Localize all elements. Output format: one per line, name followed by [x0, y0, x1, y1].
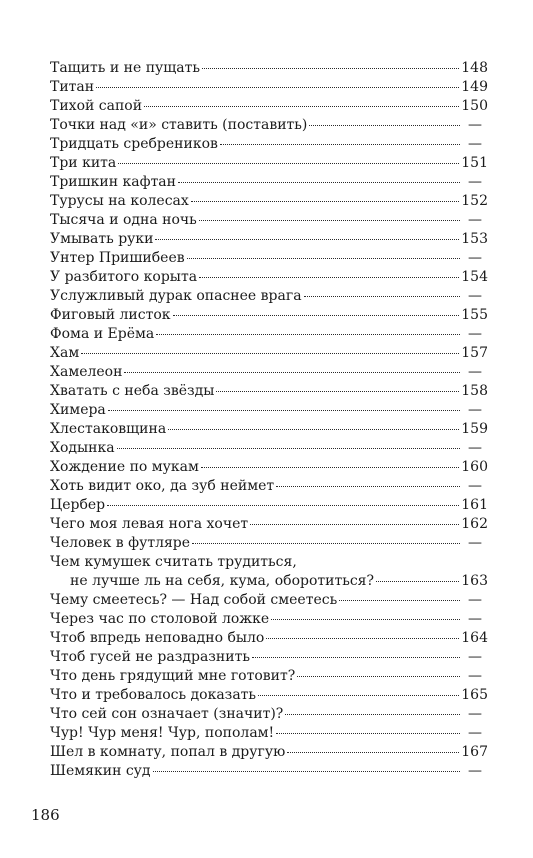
toc-entry-title: У разбитого корыта [50, 269, 198, 285]
toc-entry [50, 762, 488, 781]
toc-entry-title: Тридцать сребреников [50, 136, 218, 152]
toc-entry-title: Шел в комнату, попал в другую [50, 744, 286, 760]
toc-entry [50, 724, 488, 743]
toc-entry [50, 420, 488, 439]
page-number: 186 [31, 806, 60, 824]
dot-leader [199, 220, 460, 221]
toc-entry-title: Турусы на колесах [50, 193, 189, 209]
toc-entry [50, 553, 488, 572]
toc-entry-page: 155 [461, 307, 488, 323]
toc-entry-page: 154 [461, 269, 488, 285]
toc-entry-page: — [468, 326, 482, 342]
toc-entry-title: Ходынка [50, 440, 115, 456]
toc-entry [50, 230, 488, 249]
dot-leader [258, 695, 459, 696]
toc-entry-page: 150 [461, 98, 488, 114]
toc-entry [50, 173, 488, 192]
toc-entry-title: Человек в футляре [50, 535, 191, 551]
toc-entry [50, 344, 488, 363]
toc-entry [50, 249, 488, 268]
toc-entry [50, 534, 488, 553]
toc-entry-title: Точки над «и» ставить (поставить) [50, 117, 308, 133]
dot-leader [271, 619, 460, 620]
toc-entry-page: — [468, 288, 482, 304]
dot-leader [220, 144, 460, 145]
dot-leader [201, 467, 459, 468]
toc-entry-title: Услужливый дурак опаснее врага [50, 288, 302, 304]
toc-entry-title: Три кита [50, 155, 117, 171]
dot-leader [173, 315, 460, 316]
dot-leader [199, 277, 459, 278]
toc-entry [50, 477, 488, 496]
dot-leader [156, 334, 460, 335]
toc-entry-page: — [468, 725, 482, 741]
dot-leader [144, 106, 459, 107]
toc-entry-title: Тысяча и одна ночь [50, 212, 197, 228]
toc-entry-page: — [468, 212, 482, 228]
dot-leader [191, 201, 459, 202]
toc-entry-title: Через час по столовой ложке [50, 611, 270, 627]
toc-entry [50, 610, 488, 629]
toc-entry-title: Чем кумушек считать трудиться, [50, 554, 297, 570]
toc-entry [50, 743, 488, 762]
toc-entry [50, 382, 488, 401]
dot-leader [168, 429, 459, 430]
toc-entry-page: 160 [461, 459, 488, 475]
dot-leader [187, 258, 460, 259]
toc-entry-title: Фиговый листок [50, 307, 171, 323]
dot-leader [202, 68, 459, 69]
toc-entry [50, 287, 488, 306]
toc-entry-title: Чего моя левая нога хочет [50, 516, 249, 532]
toc-entry [50, 401, 488, 420]
toc-entry-page: — [468, 364, 482, 380]
dot-leader [117, 448, 460, 449]
table-of-contents [50, 59, 488, 781]
toc-entry-title: Что день грядущий мне готовит? [50, 668, 296, 684]
dot-leader [287, 752, 459, 753]
dot-leader [339, 600, 460, 601]
toc-entry [50, 211, 488, 230]
dot-leader [266, 638, 459, 639]
toc-entry-title: Цербер [50, 497, 106, 513]
toc-entry-page: 167 [461, 744, 488, 760]
toc-entry-page: 161 [461, 497, 488, 513]
toc-entry-page: 157 [461, 345, 488, 361]
dot-leader [155, 239, 459, 240]
toc-entry-title: Хватать с неба звёзды [50, 383, 215, 399]
toc-entry-title: Унтер Пришибеев [50, 250, 185, 266]
toc-entry [50, 439, 488, 458]
toc-entry [50, 192, 488, 211]
toc-entry-title: Чтоб впредь неповадно было [50, 630, 265, 646]
toc-entry [50, 705, 488, 724]
toc-entry [50, 116, 488, 135]
toc-entry-title: Умывать руки [50, 231, 154, 247]
toc-entry-page: 165 [461, 687, 488, 703]
toc-entry-page: — [468, 535, 482, 551]
dot-leader [81, 353, 459, 354]
toc-entry-title: Хамелеон [50, 364, 123, 380]
toc-entry-title: Хам [50, 345, 80, 361]
toc-entry-title: Чур! Чур меня! Чур, пополам! [50, 725, 275, 741]
toc-entry-page: — [468, 136, 482, 152]
toc-entry-title: Тащить и не пущать [50, 60, 200, 76]
toc-entry [50, 648, 488, 667]
toc-entry [50, 78, 488, 97]
toc-entry [50, 591, 488, 610]
toc-entry [50, 325, 488, 344]
dot-leader [107, 505, 459, 506]
dot-leader [276, 486, 460, 487]
toc-entry-page: 151 [461, 155, 488, 171]
toc-entry-page: 162 [461, 516, 488, 532]
dot-leader [252, 657, 460, 658]
toc-entry-title: Титан [50, 79, 95, 95]
dot-leader [285, 714, 460, 715]
toc-entry-page: — [468, 117, 482, 133]
toc-entry-page: — [468, 706, 482, 722]
toc-entry [50, 154, 488, 173]
toc-entry-title-continuation: не лучше ль на себя, кума, оборотиться? [70, 573, 375, 589]
dot-leader [96, 87, 459, 88]
toc-entry-title: Тришкин кафтан [50, 174, 176, 190]
toc-entry-page: 163 [461, 573, 488, 589]
toc-entry-page: 164 [461, 630, 488, 646]
toc-entry [50, 515, 488, 534]
toc-entry [50, 686, 488, 705]
toc-entry-page: 148 [461, 60, 488, 76]
toc-entry-title: Тихой сапой [50, 98, 143, 114]
dot-leader [108, 410, 460, 411]
toc-entry-title: Чтоб гусей не раздразнить [50, 649, 250, 665]
dot-leader [309, 125, 460, 126]
toc-entry-page: 153 [461, 231, 488, 247]
toc-entry-page: — [468, 668, 482, 684]
toc-entry-title: Хоть видит око, да зуб неймет [50, 478, 275, 494]
toc-entry-page: — [468, 174, 482, 190]
dot-leader [124, 372, 460, 373]
dot-leader [216, 391, 459, 392]
toc-entry [50, 135, 488, 154]
toc-entry-continuation [50, 572, 488, 591]
dot-leader [304, 296, 460, 297]
toc-entry-title: Что и требовалось доказать [50, 687, 257, 703]
dot-leader [153, 771, 460, 772]
toc-entry-page: — [468, 402, 482, 418]
toc-entry [50, 268, 488, 287]
toc-entry-page: — [468, 478, 482, 494]
toc-entry-page: — [468, 649, 482, 665]
dot-leader [178, 182, 460, 183]
toc-entry [50, 667, 488, 686]
toc-entry-title: Чему смеетесь? — Над собой смеетесь [50, 592, 338, 608]
dot-leader [376, 581, 459, 582]
toc-entry-page: — [468, 611, 482, 627]
toc-entry-title: Хлестаковщина [50, 421, 167, 437]
toc-entry [50, 629, 488, 648]
dot-leader [297, 676, 460, 677]
toc-entry-page: 149 [461, 79, 488, 95]
dot-leader [276, 733, 460, 734]
toc-entry [50, 97, 488, 116]
toc-entry-page: 159 [461, 421, 488, 437]
dot-leader [192, 543, 460, 544]
toc-entry [50, 59, 488, 78]
toc-entry-page: 158 [461, 383, 488, 399]
toc-entry-page: — [468, 250, 482, 266]
toc-entry-title: Фома и Ерёма [50, 326, 155, 342]
toc-entry-title: Химера [50, 402, 106, 418]
toc-entry-page: — [468, 592, 482, 608]
dot-leader [118, 163, 459, 164]
toc-entry [50, 496, 488, 515]
toc-entry [50, 363, 488, 382]
toc-entry-title: Шемякин суд [50, 763, 151, 779]
toc-entry [50, 306, 488, 325]
dot-leader [250, 524, 459, 525]
toc-entry-title: Хождение по мукам [50, 459, 199, 475]
toc-entry-page: — [468, 763, 482, 779]
toc-entry-page: 152 [461, 193, 488, 209]
toc-entry-title: Что сей сон означает (значит)? [50, 706, 284, 722]
toc-entry [50, 458, 488, 477]
toc-entry-page: — [468, 440, 482, 456]
